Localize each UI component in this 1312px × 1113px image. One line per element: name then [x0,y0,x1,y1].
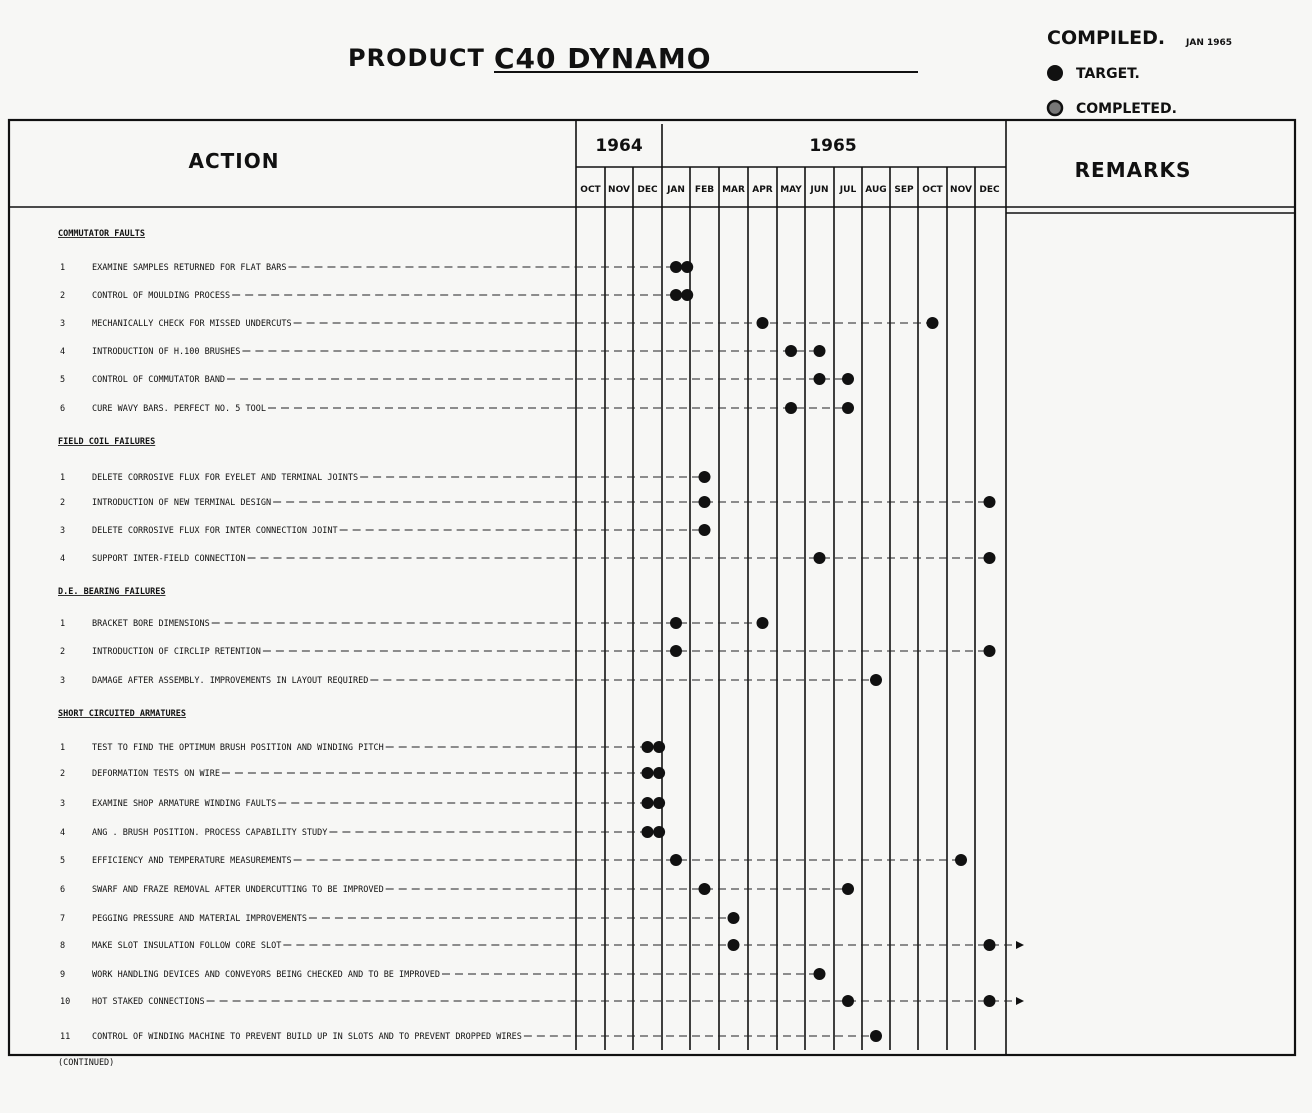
target-dot [785,345,797,357]
row-number: 5 [60,375,66,385]
row-action-text: SUPPORT INTER-FIELD CONNECTION [92,554,246,564]
month-label: AUG [865,185,887,195]
action-row [60,912,740,924]
row-action-text: SWARF AND FRAZE REMOVAL AFTER UNDERCUTTING TO BE IMPROVED [92,885,384,895]
row-action-text: CURE WAVY BARS. PERFECT NO. 5 TOOL [92,404,266,414]
target-dot [984,552,996,564]
action-row [60,995,1024,1007]
row-action-text: CONTROL OF WINDING MACHINE TO PREVENT BUILD UP IN SLOTS AND TO PREVENT DROPPED WIRES [92,1032,522,1042]
row-action-text: MECHANICALLY CHECK FOR MISSED UNDERCUTS [92,319,292,329]
target-dot [653,797,665,809]
target-dot [653,741,665,753]
row-number: 6 [60,404,66,414]
legend-completed-icon [1048,101,1062,115]
action-header: ACTION [188,149,280,173]
target-dot [728,912,740,924]
target-dot [653,826,665,838]
row-number: 3 [60,526,66,536]
row-action-text: HOT STAKED CONNECTIONS [92,997,205,1007]
target-dot [699,883,711,895]
action-row [60,373,854,385]
month-label: DEC [637,185,658,195]
month-label: JUN [810,185,829,195]
action-row [60,345,826,357]
target-dot [670,645,682,657]
action-row [60,402,854,414]
target-dot [842,995,854,1007]
target-dot [757,317,769,329]
target-dot [670,261,682,273]
row-number: 5 [60,856,66,866]
continues-arrow-icon [1016,997,1024,1005]
target-dot [984,995,996,1007]
legend-completed-label: COMPLETED. [1076,101,1177,117]
section-title: D.E. BEARING FAILURES [58,587,166,597]
month-label: DEC [979,185,1000,195]
row-action-text: DAMAGE AFTER ASSEMBLY. IMPROVEMENTS IN LAYOUT REQUIRED [92,676,369,686]
target-dot [842,402,854,414]
action-row [60,317,939,329]
year-label: 1964 [595,136,643,156]
action-row [60,524,711,536]
continued-note: (CONTINUED) [58,1058,115,1068]
month-label: FEB [694,185,715,195]
row-action-text: CONTROL OF MOULDING PROCESS [92,291,231,301]
row-number: 1 [60,263,66,273]
row-action-text: INTRODUCTION OF NEW TERMINAL DESIGN [92,498,272,508]
month-label: MAR [722,185,745,195]
action-row [60,854,967,866]
remarks-header: REMARKS [1074,158,1192,182]
action-row [60,1030,882,1042]
action-row [60,471,711,483]
month-label: JUL [839,185,857,195]
target-dot [757,617,769,629]
target-dot [842,883,854,895]
target-dot [642,741,654,753]
month-label: SEP [894,185,914,195]
legend-target-icon [1047,65,1063,81]
action-row [60,968,826,980]
month-label: OCT [922,185,943,195]
row-number: 4 [60,554,66,564]
action-row [60,496,996,508]
row-action-text: PEGGING PRESSURE AND MATERIAL IMPROVEMENTS [92,914,307,924]
target-dot [927,317,939,329]
row-action-text: DEFORMATION TESTS ON WIRE [92,769,220,779]
target-dot [699,524,711,536]
target-dot [814,373,826,385]
year-label: 1965 [809,136,857,156]
target-dot [870,1030,882,1042]
row-number: 7 [60,914,66,924]
section-title: FIELD COIL FAILURES [58,437,156,447]
month-label: NOV [608,185,630,195]
target-dot [653,767,665,779]
target-dot [699,471,711,483]
target-dot [984,645,996,657]
action-row [60,261,693,273]
row-action-text: EFFICIENCY AND TEMPERATURE MEASUREMENTS [92,856,292,866]
row-number: 1 [60,619,66,629]
target-dot [642,826,654,838]
row-number: 6 [60,885,66,895]
row-action-text: WORK HANDLING DEVICES AND CONVEYORS BEING CHECKED AND TO BE IMPROVED [92,970,440,980]
target-dot [955,854,967,866]
target-dot [814,552,826,564]
row-action-text: MAKE SLOT INSULATION FOLLOW CORE SLOT [92,941,282,951]
target-dot [984,496,996,508]
row-number: 11 [60,1032,71,1042]
row-number: 9 [60,970,66,980]
target-dot [670,289,682,301]
row-action-text: ANG . BRUSH POSITION. PROCESS CAPABILITY STUDY [92,828,328,838]
target-dot [984,939,996,951]
row-number: 10 [60,997,71,1007]
month-label: APR [752,185,773,195]
action-row [60,552,996,564]
action-row [60,883,854,895]
month-label: NOV [950,185,972,195]
action-rows [58,229,1024,1042]
target-dot [728,939,740,951]
target-dot [814,345,826,357]
action-row [60,939,1024,951]
timeline-grid [580,124,1000,1050]
action-row [60,645,996,657]
target-dot [842,373,854,385]
month-label: JAN [667,185,685,195]
action-row [60,767,665,779]
action-row [60,674,882,686]
product-name: C40 DYNAMO [494,42,712,75]
row-number: 2 [60,647,66,657]
target-dot [681,289,693,301]
row-number: 2 [60,769,66,779]
continues-arrow-icon [1016,941,1024,949]
product-label: PRODUCT [348,44,485,72]
row-number: 1 [60,743,66,753]
section-title: COMMUTATOR FAULTS [58,229,145,239]
action-row [60,289,693,301]
target-dot [642,767,654,779]
row-action-text: TEST TO FIND THE OPTIMUM BRUSH POSITION AND WINDING PITCH [92,743,384,753]
row-action-text: INTRODUCTION OF H.100 BRUSHES [92,347,241,357]
action-row [60,797,665,809]
row-number: 8 [60,941,66,951]
row-action-text: DELETE CORROSIVE FLUX FOR EYELET AND TERMINAL JOINTS [92,473,359,483]
row-action-text: BRACKET BORE DIMENSIONS [92,619,210,629]
compiled-label: COMPILED. [1047,27,1166,49]
month-label: MAY [780,185,802,195]
row-number: 2 [60,498,66,508]
target-dot [785,402,797,414]
row-number: 3 [60,676,66,686]
row-number: 3 [60,799,66,809]
target-dot [642,797,654,809]
target-dot [670,617,682,629]
row-number: 4 [60,828,66,838]
compiled-date: JAN 1965 [1186,38,1233,48]
section-title: SHORT CIRCUITED ARMATURES [58,709,186,719]
action-row [60,826,665,838]
row-action-text: EXAMINE SHOP ARMATURE WINDING FAULTS [92,799,277,809]
row-action-text: CONTROL OF COMMUTATOR BAND [92,375,226,385]
target-dot [670,854,682,866]
legend-target-label: TARGET. [1076,66,1140,82]
target-dot [814,968,826,980]
target-dot [699,496,711,508]
row-number: 3 [60,319,66,329]
row-number: 2 [60,291,66,301]
row-number: 1 [60,473,66,483]
action-row [60,741,665,753]
row-number: 4 [60,347,66,357]
row-action-text: EXAMINE SAMPLES RETURNED FOR FLAT BARS [92,263,287,273]
target-dot [681,261,693,273]
row-action-text: INTRODUCTION OF CIRCLIP RETENTION [92,647,261,657]
target-dot [870,674,882,686]
month-label: OCT [580,185,601,195]
row-action-text: DELETE CORROSIVE FLUX FOR INTER CONNECTION JOINT [92,526,338,536]
